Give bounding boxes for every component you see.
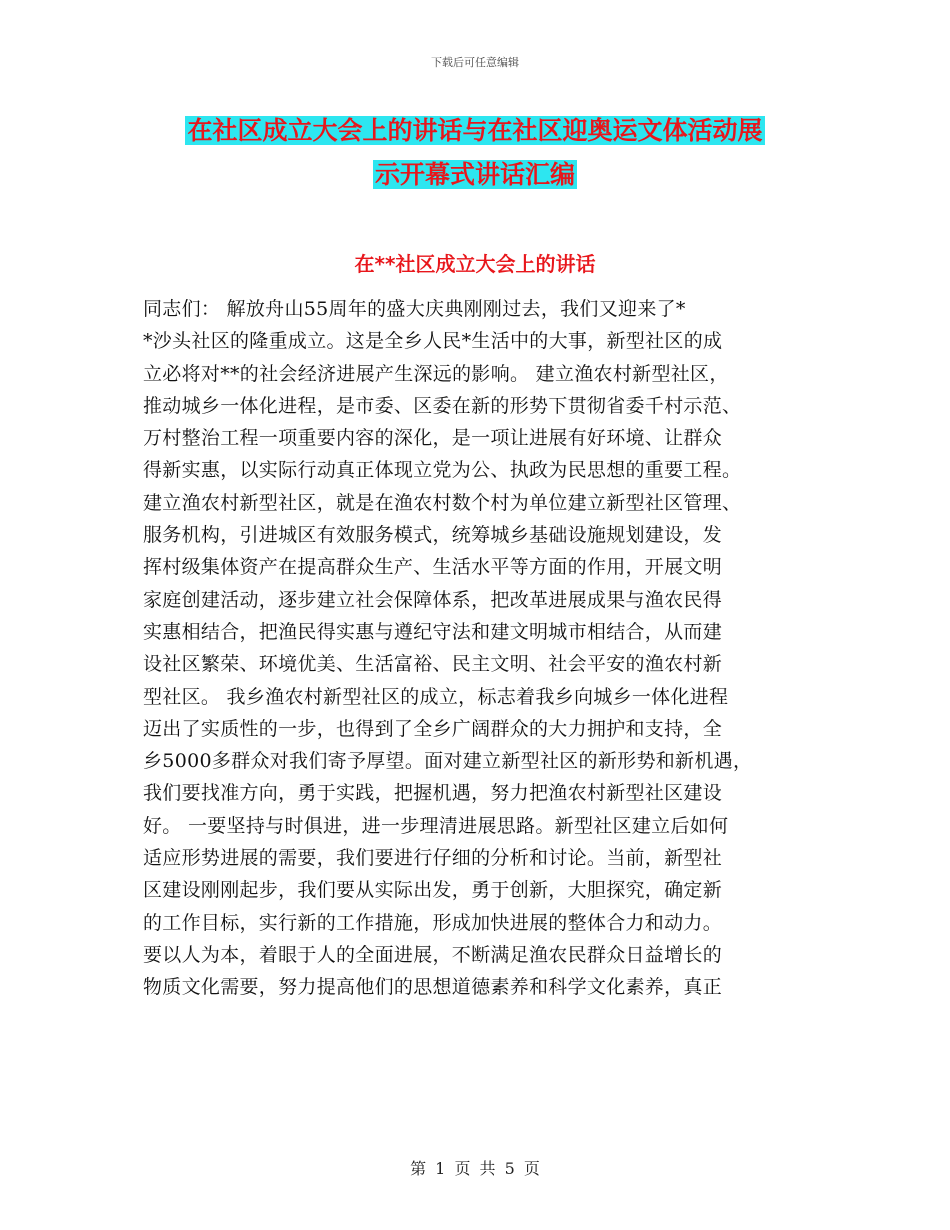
page-footer: 第 1 页 共 5 页 [410,1159,540,1178]
text-line: 迈出了实质性的一步，也得到了全乡广阔群众的大力拥护和支持，全 [143,717,723,740]
text-line: 区建设刚刚起步，我们要从实际出发，勇于创新，大胆探究，确定新 [143,879,723,902]
text-line: 立必将对**的社会经济进展产生深远的影响。 建立渔农村新型社区， [143,362,729,385]
title-highlight: 示开幕式讲话汇编 [374,160,575,189]
text-line: 的工作目标，实行新的工作措施，形成加快进展的整体合力和动力。 [143,911,723,934]
text-line: 得新实惠，以实际行动真正体现立党为公、执政为民思想的重要工程。 [143,459,742,482]
text-line: 建立渔农村新型社区，就是在渔农村数个村为单位建立新型社区管理、 [143,491,742,514]
text-line: 家庭创建活动，逐步建立社会保障体系，把改革进展成果与渔农民得 [143,588,723,611]
text-line: 适应形势进展的需要，我们要进行仔细的分析和讨论。当前，新型社 [143,847,723,870]
text-line: 服务机构，引进城区有效服务模式，统筹城乡基础设施规划建设，发 [143,524,723,547]
text-line: 型社区。 我乡渔农村新型社区的成立，标志着我乡向城乡一体化进程 [143,685,729,708]
text-line: 乡5000多群众对我们寄予厚望。面对建立新型社区的新形势和新机遇， [143,750,753,773]
document-title-line-1 [0,111,950,151]
section-heading: 在**社区成立大会上的讲话 [354,252,596,276]
text-line: 设社区繁荣、环境优美、生活富裕、民主文明、社会平安的渔农村新 [143,653,723,676]
document-title-line-2 [0,155,950,195]
text-line: *沙头社区的隆重成立。这是全乡人民*生活中的大事，新型社区的成 [143,330,723,353]
text-line: 我们要找准方向，勇于实践，把握机遇，努力把渔农村新型社区建设 [143,782,723,805]
text-line: 物质文化需要，努力提高他们的思想道德素养和科学文化素养，真正 [143,976,723,999]
text-line: 推动城乡一体化进程，是市委、区委在新的形势下贯彻省委千村示范、 [143,394,742,417]
body-paragraph [143,293,823,1004]
text-line: 挥村级集体资产在提高群众生产、生活水平等方面的作用，开展文明 [143,556,723,579]
title-highlight: 在社区成立大会上的讲话与在社区迎奥运文体活动展 [187,116,763,145]
text-line: 好。 一要坚持与时俱进，进一步理清进展思路。新型社区建立后如何 [143,814,729,837]
text-line: 实惠相结合，把渔民得实惠与遵纪守法和建文明城市相结合，从而建 [143,620,723,643]
text-line: 万村整治工程一项重要内容的深化，是一项让进展有好环境、让群众 [143,427,723,450]
text-line: 同志们： 解放舟山55周年的盛大庆典刚刚过去，我们又迎来了* [143,298,686,320]
header-note: 下载后可任意编辑 [431,56,519,69]
text-line: 要以人为本，着眼于人的全面进展，不断满足渔农民群众日益增长的 [143,943,723,966]
